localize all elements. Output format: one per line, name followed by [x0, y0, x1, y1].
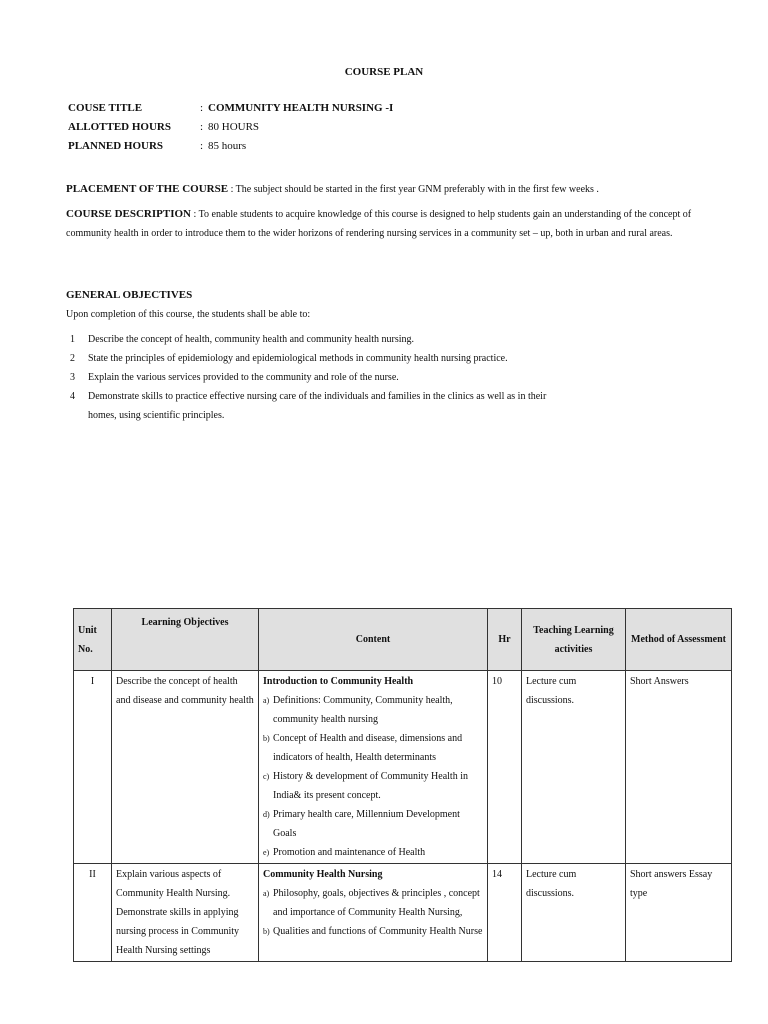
content-title: Community Health Nursing — [263, 869, 383, 880]
content-text: History & development of Community Health in India& its present concept. — [273, 771, 468, 801]
content-marker: b) — [263, 734, 270, 743]
table-row — [74, 864, 732, 962]
unit-cell: II — [74, 864, 112, 962]
meta-value: 85 hours — [208, 140, 247, 152]
content-text: Promotion and maintenance of Health — [273, 847, 426, 858]
content-title: Introduction to Community Health — [263, 676, 414, 687]
course-plan-table — [73, 608, 732, 962]
content-cell — [259, 864, 488, 962]
meta-key: ALLOTTED HOURS — [68, 121, 171, 133]
teaching-cell: Lecture cum discussions. — [522, 671, 626, 864]
content-item — [263, 805, 483, 843]
content-item — [263, 884, 483, 922]
assessment-cell: Short Answers — [626, 671, 732, 864]
table-row — [74, 671, 732, 864]
content-cell — [259, 671, 488, 864]
meta-value: 80 HOURS — [208, 121, 260, 133]
description-label: COURSE DESCRIPTION — [66, 208, 191, 220]
hr-cell: 10 — [488, 671, 522, 864]
header-unit: Unit No. — [74, 609, 112, 671]
table-header-row — [74, 609, 732, 671]
header-teaching-activities: Teaching Learning activities — [522, 609, 626, 671]
objectives-cell: Explain various aspects of Community Health Nursing. Demonstrate skills in applying nursing process in Community Health Nursing settings — [112, 864, 259, 962]
placement-paragraph — [66, 180, 702, 199]
objective-text: Describe the concept of health, community health and community health nursing. — [88, 334, 415, 345]
objective-text: Demonstrate skills to practice effective nursing care of the individuals and families in the clinics as well as in their homes, using scientific principles. — [88, 391, 547, 421]
content-item — [263, 767, 483, 805]
content-marker: a) — [263, 889, 270, 898]
header-learning-objectives: Learning Objectives — [112, 609, 259, 671]
meta-key: PLANNED HOURS — [68, 140, 164, 152]
teaching-cell: Lecture cum discussions. — [522, 864, 626, 962]
content-marker: e) — [263, 848, 270, 857]
content-item — [263, 843, 483, 862]
unit-cell: I — [74, 671, 112, 864]
document-title: COURSE PLAN — [344, 66, 424, 78]
content-item — [263, 729, 483, 767]
meta-colon: : — [200, 102, 204, 114]
meta-colon: : — [200, 121, 204, 133]
content-marker: c) — [263, 772, 270, 781]
objective-number: 1 — [70, 334, 75, 345]
objective-text: State the principles of epidemiology and epidemiological methods in community health nursing practice. — [88, 353, 508, 364]
objectives-intro: Upon completion of this course, the students shall be able to: — [66, 309, 311, 320]
hr-cell: 14 — [488, 864, 522, 962]
content-marker: b) — [263, 927, 270, 936]
content-text: Primary health care, Millennium Development Goals — [273, 809, 460, 839]
content-text: Philosophy, goals, objectives & principles , concept and importance of Community Health Nursing, — [273, 888, 480, 918]
content-item — [263, 691, 483, 729]
objective-number: 4 — [70, 391, 75, 402]
objectives-heading: GENERAL OBJECTIVES — [66, 289, 193, 301]
description-text: : To enable students to acquire knowledge of this course is designed to help students gain an understanding of the concept of community health in order to introduce them to the wider horizons of rendering nursing services in a community set – up, both in urban and rural areas. — [66, 209, 692, 239]
content-item — [263, 922, 483, 941]
content-marker: d) — [263, 810, 270, 819]
objective-number: 3 — [70, 372, 75, 383]
header-hr: Hr — [488, 609, 522, 671]
objective-text: Explain the various services provided to the community and role of the nurse. — [88, 372, 399, 383]
assessment-cell: Short answers Essay type — [626, 864, 732, 962]
content-text: Concept of Health and disease, dimensions and indicators of health, Health determinants — [273, 733, 463, 763]
content-text: Definitions: Community, Community health, community health nursing — [273, 695, 453, 725]
placement-label: PLACEMENT OF THE COURSE — [66, 183, 229, 195]
meta-colon: : — [200, 140, 204, 152]
content-marker: a) — [263, 696, 270, 705]
objective-number: 2 — [70, 353, 75, 364]
header-assessment: Method of Assessment — [626, 609, 732, 671]
meta-value: COMMUNITY HEALTH NURSING -I — [208, 102, 394, 114]
meta-key: COUSE TITLE — [68, 102, 143, 114]
header-content: Content — [259, 609, 488, 671]
description-paragraph — [66, 205, 702, 243]
objectives-cell: Describe the concept of health and disease and community health — [112, 671, 259, 864]
content-text: Qualities and functions of Community Health Nurse — [273, 926, 483, 937]
placement-text: : The subject should be started in the first year GNM preferably with in the first few weeks . — [228, 184, 599, 195]
